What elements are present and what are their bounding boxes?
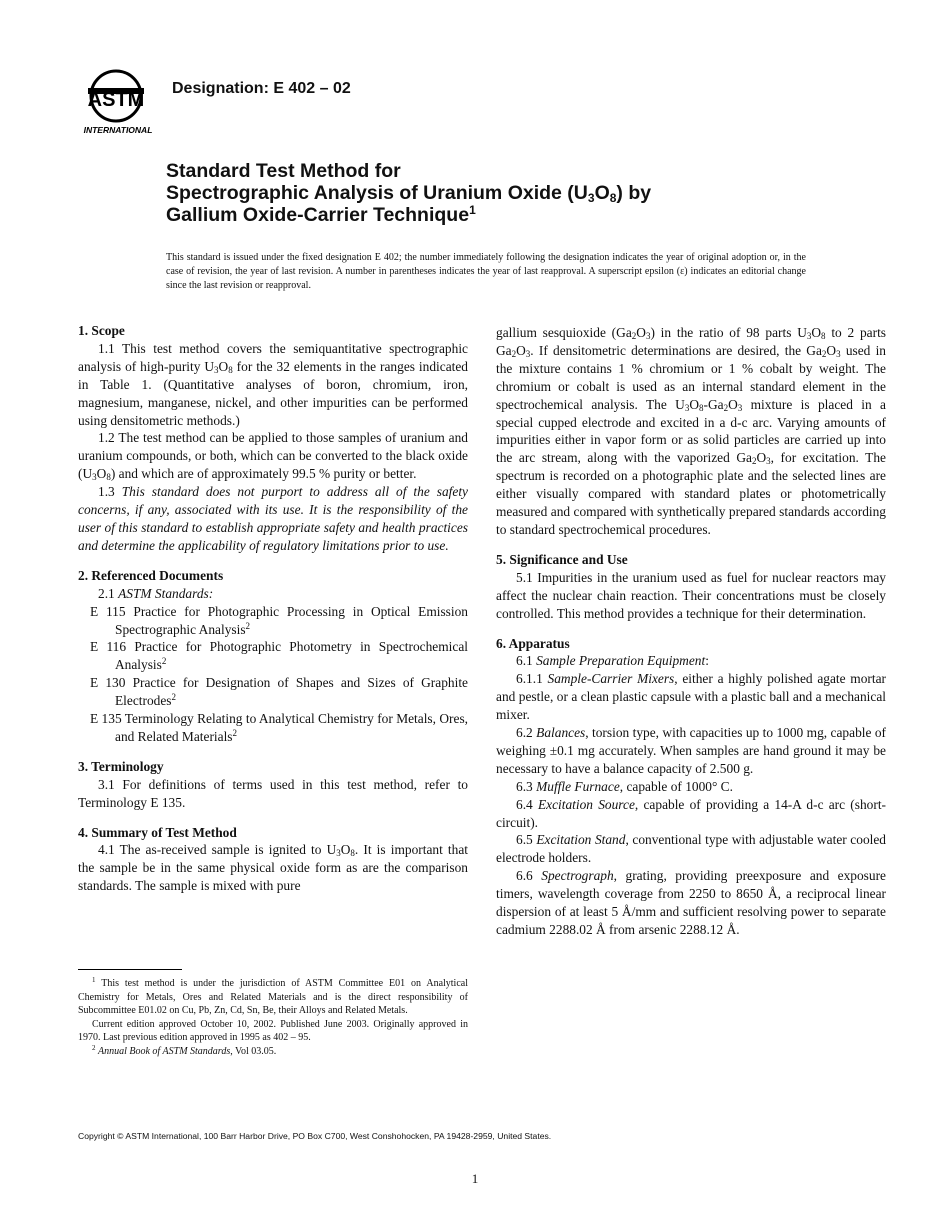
paragraph-1-1: 1.1 This test method covers the semiquantitative spectrographic analysis of high-purity $U_3O_8$ for the 32 elements in the ranges indicated in Table 1. (Quantitative analyses of boron, chromium, iron, magnesium, manganese, nickel, and other impurities can be performed using densitometric methods.) <box>78 340 468 428</box>
paragraph-5-1: 5.1 Impurities in the uranium used as fuel for nuclear reactors may affect the nuclear chain reaction. Their concentrations must be closely controlled. This method provides a technique for their determination. <box>496 569 886 621</box>
section-heading-summary: 4. Summary of Test Method <box>78 824 237 840</box>
logo-letters: ASTM <box>87 89 145 111</box>
section-heading-referenced-documents: 2. Referenced Documents <box>78 567 224 583</box>
paragraph-4-1: 4.1 The as-received sample is ignited to $U_3O_8$. It is important that the sample be in the same physical oxide form as are the comparison standards. The sample is mixed with pure <box>78 842 469 894</box>
paragraph-2-1: 2.1 ASTM Standards: <box>98 585 214 601</box>
paragraph-1-2: 1.2 The test method can be applied to those samples of uranium and uranium compounds, or both, which can be converted to the black oxide $(U_3O_8)$ and which are of approximately 99.5 % purity or better. <box>78 430 468 483</box>
title-line-2: Spectrographic Analysis of Uranium Oxide $(U_3O_8)$ by <box>166 182 652 205</box>
title-line-1: Standard Test Method for <box>166 160 401 182</box>
logo-wordmark: INTERNATIONAL <box>83 125 153 135</box>
paragraph-6-1-1: 6.1.1 Sample-Carrier Mixers, either a highly polished agate mortar and pestle, or a clean plastic capsule with a plastic ball and a mechanical mixer. <box>496 671 886 723</box>
reference-item: E 130 Practice for Designation of Shapes and Sizes of Graphite Electrodes$^2$ <box>90 675 468 709</box>
paragraph-4-1-continued: gallium sesquioxide $(Ga_2O_3)$ in the ratio of 98 parts $U_3O_8$ to 2 parts $Ga_2O_3$. If densitometric determinations are desired, the $Ga_2O_3$ used in the mixture contains 1 % chromium or 1 % cobalt by weight. The chromium or cobalt is used as an internal standard element in the spectrochemical analysis. The $U_3O_8-Ga_2O_3$ mixture is placed in a special cupped electrode and excited in a d-c arc. Varying amounts of impurities either in vapor form or as solid particles are carried up into the arc stream, along with the vaporized $Ga_2O_3$, for excitation. The spectrum is recorded on a photographic plate and the selected lines are either visually compared with standard plates or photometrically measured and compared with synthetically prepared standards according to standard spectrochemical procedures. <box>496 325 887 537</box>
title-line-3: Gallium Oxide-Carrier Technique$^1$ <box>166 203 476 226</box>
paragraph-3-1: 3.1 For definitions of terms used in this test method, refer to Terminology E 135. <box>78 776 468 810</box>
paragraph-6-2: 6.2 Balances, torsion type, with capacities up to 1000 mg, capable of weighing ±0.1 mg accurately. When samples are hand ground it may be necessary to have a balance capacity of 2.500 g. <box>496 725 886 776</box>
paragraph-6-4: 6.4 Excitation Source, capable of providing a 14-A d-c arc (short-circuit). <box>496 796 887 830</box>
section-heading-apparatus: 6. Apparatus <box>496 635 570 651</box>
left-column <box>78 322 468 895</box>
paragraph-6-6: 6.6 Spectrograph, grating, providing preexposure and exposure timers, wavelength coverage from 2250 to 8650 Å, a reciprocal linear dispersion of at least 5 Å/mm and sufficient resolving power to separate cadmium 2288.02 Å from arsenic 2288.12 Å. <box>496 868 886 937</box>
footnote-2: $^2$ Annual Book of ASTM Standards, Vol 03.05. <box>92 1043 277 1057</box>
title-footnote-mark: 1 <box>469 203 476 217</box>
footnote-1: $^1$ This test method is under the jurisdiction of ASTM Committee E01 on Analytical Chemistry for Metals, Ores and Related Materials and is the direct responsibility of Subcommittee E01.02 on Cu, Pb, Zn, Cd, Sn, Be, their Alloys and Related Metals. <box>78 976 468 1017</box>
footnotes <box>78 977 468 1059</box>
section-heading-terminology: 3. Terminology <box>78 758 164 774</box>
paragraph-6-3: 6.3 Muffle Furnace, capable of 1000° C. <box>516 778 733 794</box>
astm-international-logo-icon <box>78 66 160 136</box>
reference-item: E 115 Practice for Photographic Processing in Optical Emission Spectrographic Analysis$^2$ <box>90 603 468 637</box>
copyright-notice: Copyright © ASTM International, 100 Barr Harbor Drive, PO Box C700, West Conshohocken, PA 19428-2959, United States. <box>78 1131 552 1141</box>
section-heading-significance: 5. Significance and Use <box>496 551 628 567</box>
page-number: 1 <box>471 1171 479 1186</box>
paragraph-6-5: 6.5 Excitation Stand, conventional type with adjustable water cooled electrode holders. <box>496 832 886 866</box>
section-heading-scope: 1. Scope <box>78 323 125 338</box>
right-column <box>496 324 886 939</box>
paragraph-6-1: 6.1 Sample Preparation Equipment: <box>516 653 709 669</box>
reference-item: E 135 Terminology Relating to Analytical Chemistry for Metals, Ores, and Related Materials$^2$ <box>90 711 468 744</box>
designation: Designation: E 402 – 02 <box>172 80 351 97</box>
footnote-1-approval: Current edition approved October 10, 2002. Published June 2003. Originally approved in 1970. Last previous edition approved in 1995 as 402 – 95. <box>78 1018 468 1044</box>
footnote-divider <box>78 969 182 970</box>
issuance-note: This standard is issued under the fixed designation E 402; the number immediately following the designation indicates the year of original adoption or, in the case of revision, the year of last revision. A number in parentheses indicates the year of last reapproval. A superscript epsilon (ε) indicates an editorial change since the last revision or reapproval. <box>166 252 806 291</box>
paragraph-1-3: 1.3 This standard does not purport to address all of the safety concerns, if any, associated with its use. It is the responsibility of the user of this standard to establish appropriate safety and health practices and determine the applicability of regulatory limitations prior to use. <box>78 484 468 553</box>
astm-logo <box>78 66 160 136</box>
document-title <box>166 160 886 226</box>
reference-item: E 116 Practice for Photographic Photometry in Spectrochemical Analysis$^2$ <box>90 639 468 673</box>
